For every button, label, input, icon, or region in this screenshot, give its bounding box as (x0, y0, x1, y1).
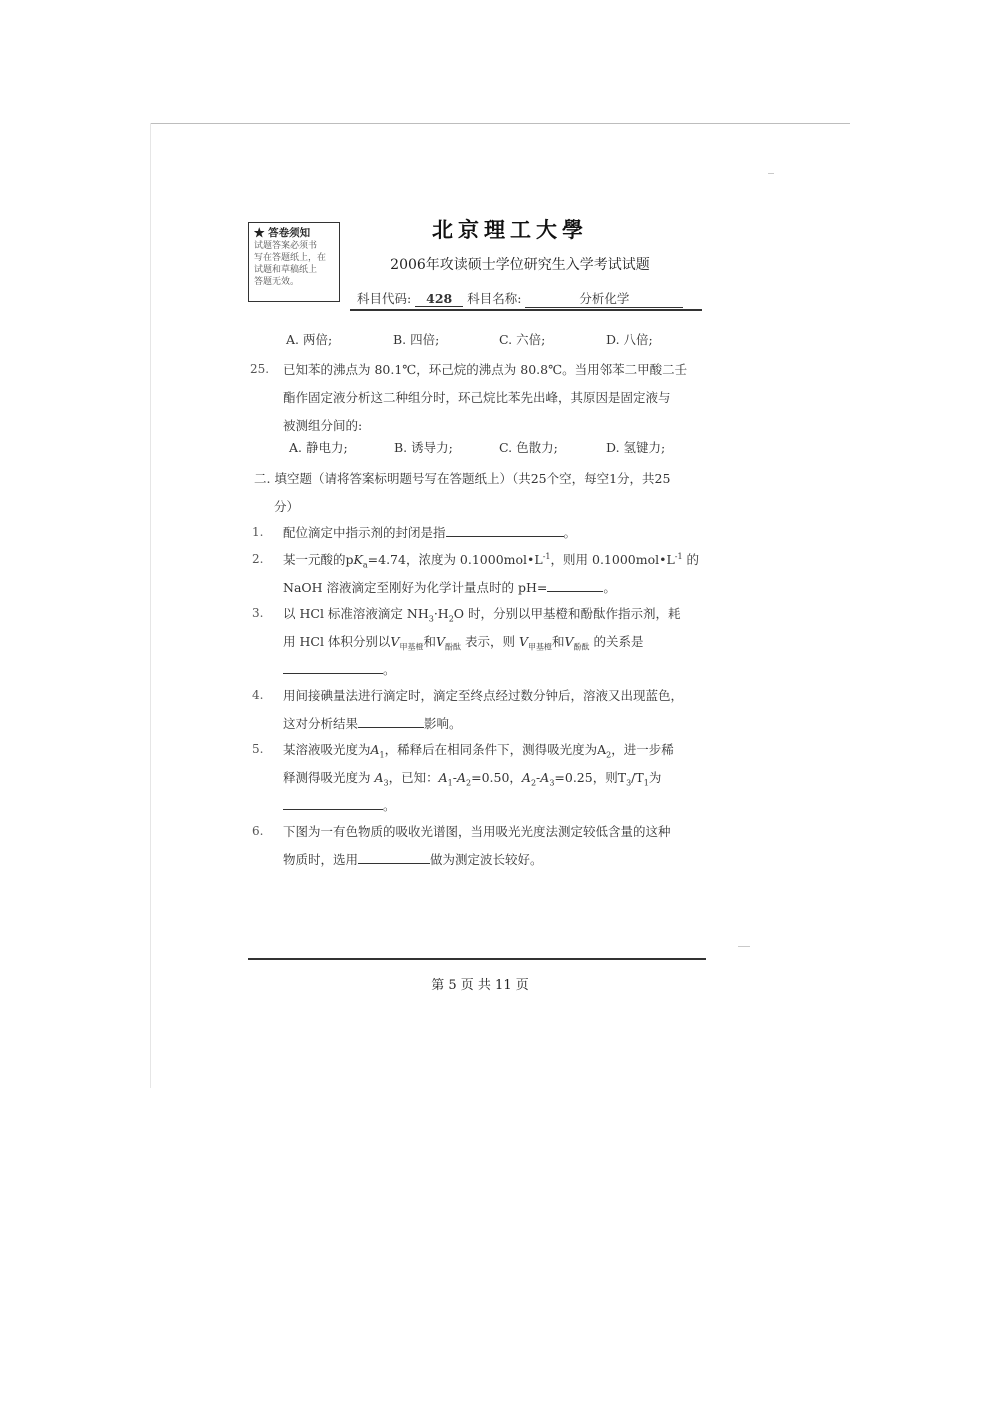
subject-name-label: 科目名称: (467, 291, 522, 306)
notice-line: 试题答案必须书 (254, 241, 318, 251)
footer-rule (248, 958, 706, 960)
q24-option-c: C. 六倍; (499, 332, 546, 347)
notice-line: 写在答题纸上，在 (254, 253, 327, 263)
subject-code: 428 (415, 291, 463, 307)
section2-heading: 二. 填空题（请将答案标明题号写在答题纸上）（共25个空，每空1分，共25 (254, 471, 671, 486)
fill-q5-line: 某溶液吸光度为$A_1$，稀释后在相同条件下，测得吸光度为$A_2$，进一步稀 (283, 742, 674, 760)
fill-q4-line: 用间接碘量法进行滴定时，滴定至终点经过数分钟后，溶液又出现蓝色， (283, 688, 684, 703)
fill-q5-line: 释测得吸光度为 $A_3$，已知：$A_1-A_2=0.50$，$A_2-A_3=0.25$，则$T_3/T_1$为 (283, 770, 662, 788)
q24-option-a: A. 两倍; (286, 332, 333, 347)
answer-blank (283, 797, 383, 810)
fill-q3-line: 用 HCl 体积分别以$V_{甲基橙}$和$V_{酚酞}$ 表示，则 $V_{甲基橙}$和$V_{酚酞}$ 的关系是 (283, 634, 644, 652)
fill-q4-number: 4. (252, 688, 264, 702)
q25-number: 25. (250, 362, 270, 376)
header-rule (350, 309, 702, 311)
q25-option-b: B. 诱导力; (394, 440, 453, 455)
fill-q2-line: 某一元酸的$pK_a=4.74$，浓度为 $0.1000mol•L^{-1}$，则用 $0.1000mol•L^{-1}$ 的 (283, 551, 700, 570)
fill-q1-number: 1. (252, 525, 264, 539)
notice-line: 答题无效。 (254, 277, 300, 287)
answer-blank (446, 524, 564, 537)
fill-q1-text: 配位滴定中指示剂的封闭是指 。 (283, 525, 577, 540)
q25-option-c: C. 色散力; (499, 440, 558, 455)
answer-notice-box (248, 222, 340, 302)
fill-q3-number: 3. (252, 606, 264, 620)
answer-blank (547, 579, 603, 592)
fill-q2-number: 2. (252, 552, 264, 566)
fill-q3-line: 以 HCl 标准溶液滴定 $NH_3\cdot H_2O$ 时，分别以甲基橙和酚酞作指示剂，耗 (283, 606, 681, 624)
notice-line: 试题和草稿纸上 (254, 265, 318, 275)
q24-option-d: D. 八倍; (606, 332, 653, 347)
notice-title: ★ 答卷须知 (254, 227, 311, 239)
answer-blank (358, 851, 430, 864)
section2-heading-cont: 分） (274, 499, 300, 514)
scan-top-edge (150, 123, 850, 124)
fill-q6-line: 物质时，选用 做为测定波长较好。 (283, 852, 543, 867)
fill-q5-line: 。 (283, 796, 396, 814)
subject-line (357, 289, 683, 308)
fill-q5-number: 5. (252, 742, 264, 756)
scan-left-edge (150, 123, 151, 1088)
fill-q3-line: 。 (283, 660, 396, 678)
subject-name: 分析化学 (525, 289, 683, 308)
fill-q6-number: 6. (252, 824, 264, 838)
q25-line: 被测组分间的: (283, 418, 363, 433)
answer-blank (358, 715, 424, 728)
fill-q2-line: NaOH 溶液滴定至刚好为化学计量点时的 pH= 。 (283, 580, 616, 595)
exam-title: 2006年攻读硕士学位研究生入学考试试题 (390, 257, 650, 273)
scan-speck (768, 173, 774, 174)
university-name: 北京理工大學 (432, 217, 588, 242)
page-number: 第 5 页 共 11 页 (431, 978, 529, 993)
subject-code-label: 科目代码: (357, 291, 412, 306)
q24-option-b: B. 四倍; (393, 332, 440, 347)
q25-option-d: D. 氢键力; (606, 440, 666, 455)
q25-line: 已知苯的沸点为 80.1℃，环己烷的沸点为 80.8℃。当用邻苯二甲酸二壬 (283, 362, 688, 377)
fill-q6-line: 下图为一有色物质的吸收光谱图，当用吸光光度法测定较低含量的这种 (283, 824, 671, 839)
q25-line: 酯作固定液分析这二种组分时，环己烷比苯先出峰，其原因是固定液与 (283, 390, 671, 405)
answer-blank (283, 661, 383, 674)
fill-q4-line: 这对分析结果 影响。 (283, 716, 462, 731)
scan-speck (738, 946, 750, 947)
q25-option-a: A. 静电力; (289, 440, 348, 455)
